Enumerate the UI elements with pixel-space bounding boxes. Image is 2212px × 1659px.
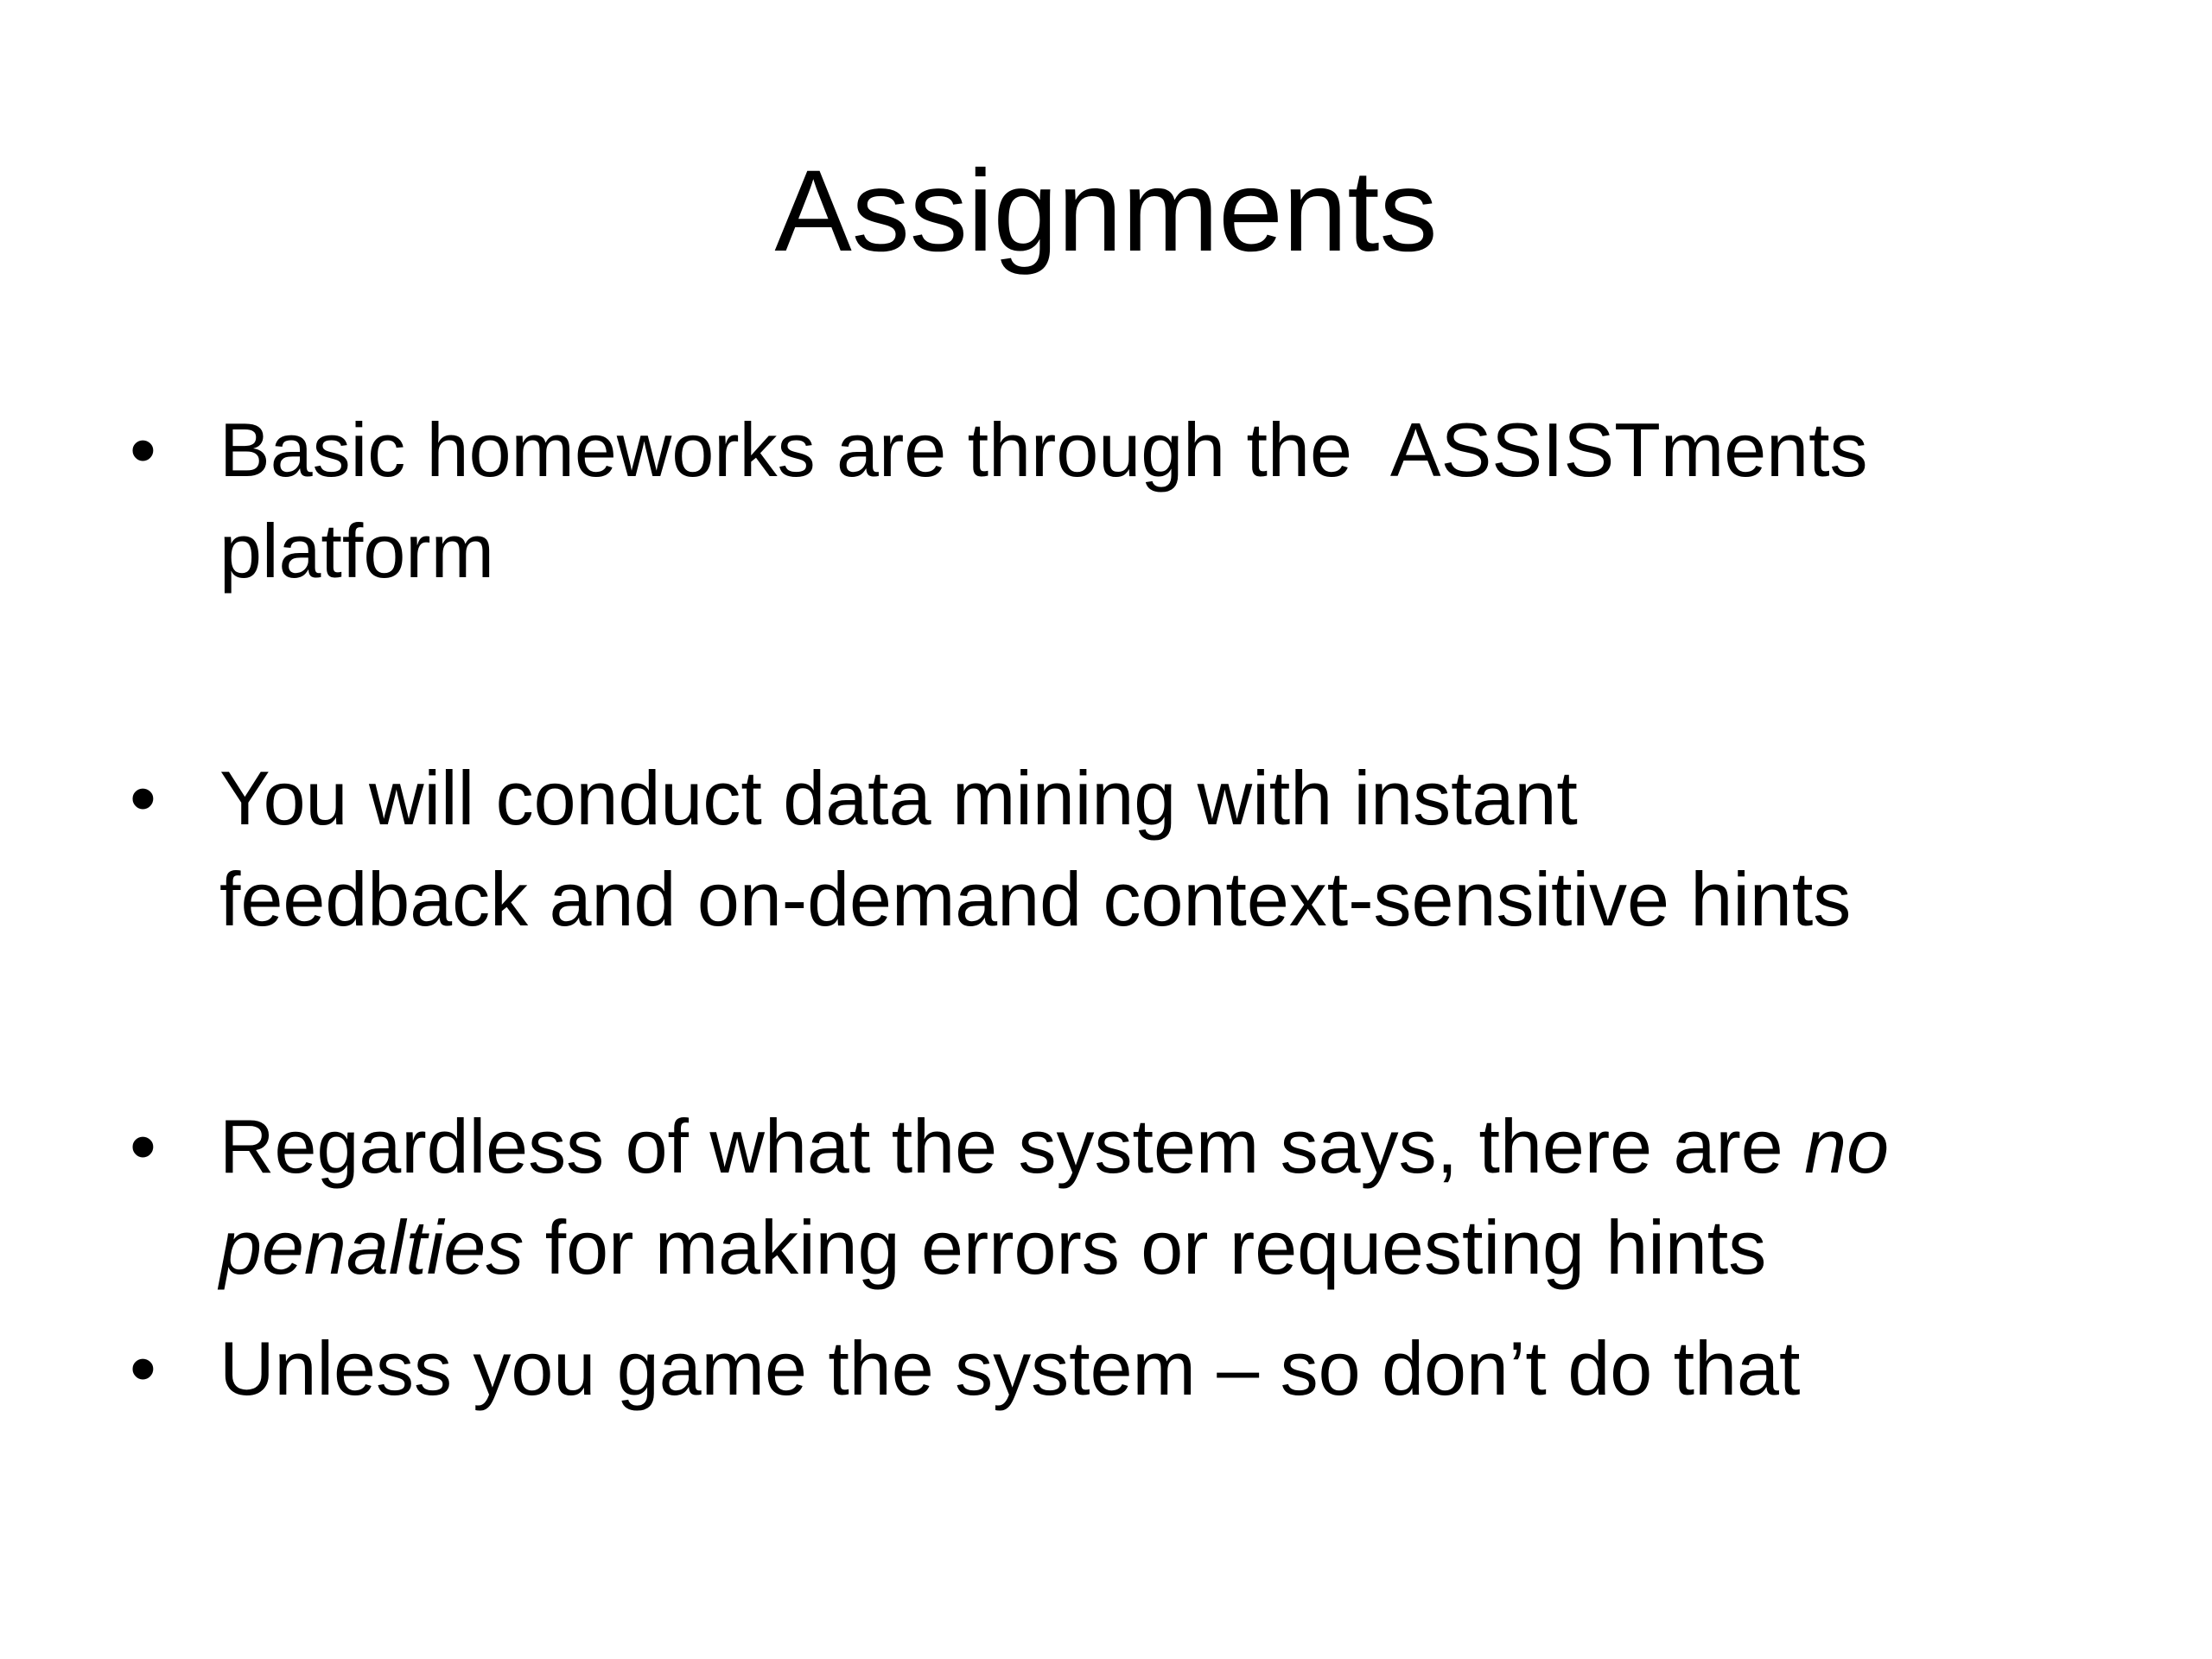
bullet-text <box>219 747 2155 950</box>
emphasis-text: penalties <box>219 1205 524 1290</box>
bullet-text <box>219 1096 2155 1298</box>
bullet-line: feedback and on-demand context-sensitive hints <box>219 856 1852 942</box>
bullet-dot-icon: • <box>130 407 156 493</box>
bullet-text-segment: Regardless of what the system says, there are <box>219 1103 1805 1189</box>
bullet-line: platform <box>219 508 494 594</box>
bullet-text <box>219 1318 2155 1419</box>
bullet-line: Unless you game the system – so don’t do that <box>219 1325 1801 1411</box>
bullet-line <box>219 1096 2155 1197</box>
bullet-line: Basic homeworks are through the ASSISTments <box>219 407 1868 493</box>
bullet-dot-icon: • <box>130 1325 156 1411</box>
bullet-line <box>219 1197 2155 1298</box>
slide-title: Assignments <box>774 147 1438 276</box>
emphasis-text: no <box>1804 1103 1890 1189</box>
bullet-text <box>219 399 2155 601</box>
bullet-dot-icon: • <box>130 755 156 841</box>
bullet-dot-icon: • <box>130 1103 156 1189</box>
bullet-text-segment: for making errors or requesting hints <box>524 1205 1767 1290</box>
bullet-line: You will conduct data mining with instant <box>219 755 1578 841</box>
